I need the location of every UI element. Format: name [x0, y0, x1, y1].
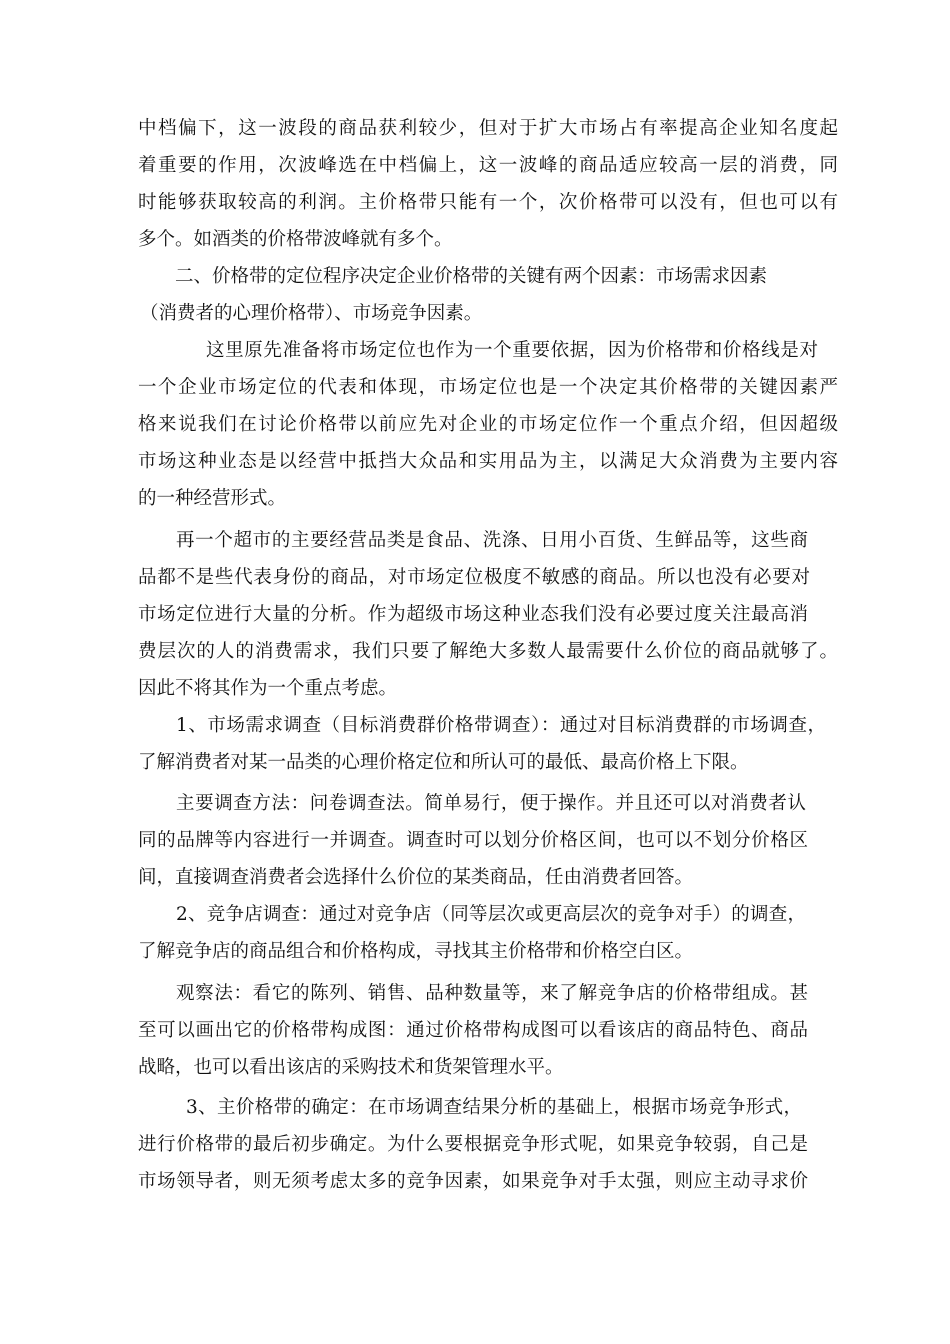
text-line: 了解竞争店的商品组合和价格构成，寻找其主价格带和价格空白区。 — [138, 941, 694, 962]
text-line: 市场定位进行大量的分析。作为超级市场这种业态我们没有必要过度关注最高消 — [138, 604, 808, 625]
text-line: 着重要的作用，次波峰选在中档偏上，这一波峰的商品适应较高一层的消费，同 — [138, 155, 838, 176]
text-line: 主要调查方法：问卷调查法。简单易行，便于操作。并且还可以对消费者认 — [176, 793, 806, 814]
text-line: 品都不是些代表身份的商品，对市场定位极度不敏感的商品。所以也没有必要对 — [138, 567, 810, 588]
text-line: 观察法：看它的陈列、销售、品种数量等，来了解竞争店的价格带组成。甚 — [176, 983, 808, 1004]
text-line: 间，直接调查消费者会选择什么价位的某类商品，任由消费者回答。 — [138, 867, 694, 888]
text-line: 市场领导者，则无须考虑太多的竞争因素，如果竞争对手太强，则应主动寻求价 — [138, 1171, 808, 1192]
text-line: 这里原先准备将市场定位也作为一个重要依据，因为价格带和价格线是对 — [206, 340, 818, 361]
text-line: 中档偏下，这一波段的商品获利较少，但对于扩大市场占有率提高企业知名度起 — [138, 118, 838, 139]
text-line: 2、竞争店调查：通过对竞争店（同等层次或更高层次的竞争对手）的调查， — [176, 904, 806, 925]
text-line: 3、主价格带的确定：在市场调查结果分析的基础上，根据市场竞争形式， — [186, 1097, 802, 1118]
text-line: 的一种经营形式。 — [138, 488, 287, 509]
text-line: 进行价格带的最后初步确定。为什么要根据竞争形式呢，如果竞争较弱，自己是 — [138, 1134, 808, 1155]
text-line: 时能够获取较高的利润。主价格带只能有一个，次价格带可以没有，但也可以有 — [138, 192, 838, 213]
text-line: 了解消费者对某一品类的心理价格定位和所认可的最低、最高价格上下限。 — [138, 752, 749, 773]
text-line: 费层次的人的消费需求，我们只要了解绝大多数人最需要什么价位的商品就够了。 — [138, 641, 838, 662]
text-line: 至可以画出它的价格带构成图：通过价格带构成图可以看该店的商品特色、商品 — [138, 1020, 808, 1041]
text-line: 1、市场需求调查（目标消费群价格带调查）：通过对目标消费群的市场调查， — [176, 715, 826, 736]
text-line: （消费者的心理价格带）、市场竞争因素。 — [140, 303, 483, 324]
text-line: 一个企业市场定位的代表和体现，市场定位也是一个决定其价格带的关键因素严 — [138, 377, 838, 398]
text-line: 同的品牌等内容进行一并调查。调查时可以划分价格区间，也可以不划分价格区 — [138, 830, 808, 851]
text-line: 多个。如酒类的价格带波峰就有多个。 — [138, 229, 453, 250]
text-line: 再一个超市的主要经营品类是食品、洗涤、日用小百货、生鲜品等，这些商 — [176, 530, 808, 551]
text-line: 市场这种业态是以经营中抵挡大众品和实用品为主，以满足大众消费为主要内容 — [138, 451, 838, 472]
text-line: 二、价格带的定位程序决定企业价格带的关键有两个因素：市场需求因素 — [175, 266, 768, 287]
text-line: 因此不将其作为一个重点考虑。 — [138, 678, 398, 699]
text-line: 格来说我们在讨论价格带以前应先对企业的市场定位作一个重点介绍，但因超级 — [138, 414, 838, 435]
text-line: 战略，也可以看出该店的采购技术和货架管理水平。 — [138, 1057, 564, 1078]
